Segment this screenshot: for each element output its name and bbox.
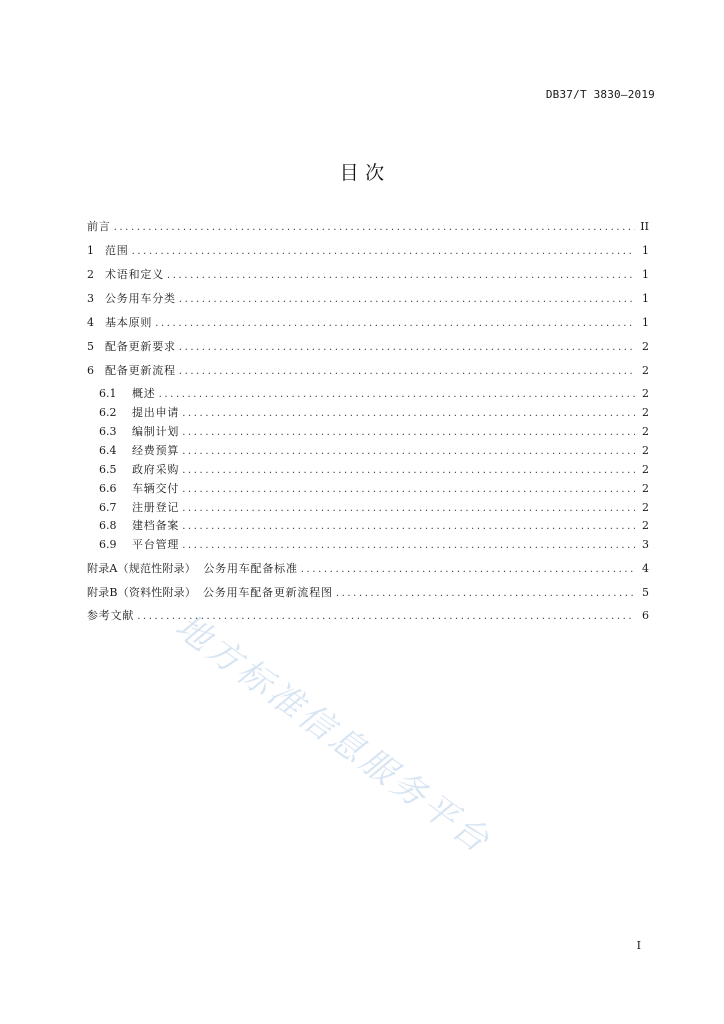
- toc-leader-dots: [155, 316, 635, 332]
- toc-entry-label: 公务用车配备更新流程图: [203, 586, 333, 599]
- footer-page-number: I: [636, 939, 641, 952]
- toc-page-number: 2: [642, 444, 649, 457]
- toc-leader-dots: [182, 519, 635, 535]
- toc-entry-number: 6: [87, 364, 94, 377]
- toc-appendix-designation: 附录A（规范性附录）: [87, 562, 196, 575]
- toc-page-number: 4: [642, 562, 649, 575]
- toc-page-number: 3: [642, 538, 649, 551]
- toc-entry-label: 经费预算: [132, 444, 180, 457]
- toc-entry-label: 平台管理: [132, 538, 180, 551]
- toc-entry-6[interactable]: [87, 363, 649, 379]
- toc-page-number: 2: [642, 519, 649, 532]
- toc-entry-label: 编制计划: [132, 425, 180, 438]
- toc-leader-dots: [132, 244, 635, 260]
- toc-entry-number: 6.1: [99, 387, 117, 400]
- toc-leader-dots: [179, 364, 635, 380]
- toc-leader-dots: [167, 268, 635, 284]
- toc-entry-label: 车辆交付: [132, 482, 180, 495]
- toc-page-number: 2: [642, 364, 649, 377]
- toc-entry-3[interactable]: [87, 291, 649, 307]
- toc-entry-6-1[interactable]: [99, 386, 649, 402]
- toc-entry-6-2[interactable]: [99, 405, 649, 421]
- toc-page-number: 2: [642, 406, 649, 419]
- toc-appendix-designation: 附录B（资料性附录）: [87, 586, 197, 599]
- toc-page-number: 1: [642, 244, 649, 257]
- toc-leader-dots: [182, 482, 635, 498]
- toc-entry-label: 前言: [87, 220, 111, 233]
- toc-entry-number: 6.5: [99, 463, 117, 476]
- toc-entry-number: 1: [87, 244, 94, 257]
- toc-leader-dots: [182, 463, 635, 479]
- toc-leader-dots: [159, 387, 635, 403]
- toc-leader-dots: [179, 340, 635, 356]
- toc-entry-label: 范围: [105, 244, 129, 257]
- toc-page-number: 2: [642, 501, 649, 514]
- toc-entry-label: 提出申请: [132, 406, 180, 419]
- toc-page-number: 2: [642, 482, 649, 495]
- table-of-contents: [87, 0, 649, 700]
- toc-page-number: 2: [642, 425, 649, 438]
- toc-page-number: 1: [642, 316, 649, 329]
- toc-entry-references[interactable]: [87, 608, 649, 624]
- toc-entry-label: 建档备案: [132, 519, 180, 532]
- toc-leader-dots: [182, 425, 635, 441]
- toc-entry-6-7[interactable]: [99, 500, 649, 516]
- toc-entry-appendix-b[interactable]: [87, 585, 649, 601]
- toc-entry-number: 2: [87, 268, 94, 281]
- toc-entry-number: 6.7: [99, 501, 117, 514]
- toc-leader-dots: [182, 406, 635, 422]
- toc-entry-number: 3: [87, 292, 94, 305]
- toc-leader-dots: [137, 609, 635, 625]
- toc-entry-label: 配备更新要求: [105, 340, 176, 353]
- toc-entry-number: 6.3: [99, 425, 117, 438]
- toc-entry-number: 6.9: [99, 538, 117, 551]
- toc-entry-label: 参考文献: [87, 609, 135, 622]
- toc-entry-5[interactable]: [87, 339, 649, 355]
- toc-entry-label: 基本原则: [105, 316, 153, 329]
- toc-leader-dots: [182, 444, 635, 460]
- toc-entry-6-9[interactable]: [99, 537, 649, 553]
- toc-entry-6-4[interactable]: [99, 443, 649, 459]
- toc-entry-6-8[interactable]: [99, 518, 649, 534]
- toc-page-number: 6: [642, 609, 649, 622]
- toc-entry-label: 公务用车分类: [105, 292, 176, 305]
- toc-leader-dots: [182, 501, 635, 517]
- toc-entry-number: 6.8: [99, 519, 117, 532]
- toc-entry-2[interactable]: [87, 267, 649, 283]
- toc-page-number: 2: [642, 387, 649, 400]
- toc-entry-label: 政府采购: [132, 463, 180, 476]
- toc-page-number: 1: [642, 268, 649, 281]
- toc-leader-dots: [182, 538, 635, 554]
- toc-entry-number: 6.2: [99, 406, 117, 419]
- toc-page-number: II: [640, 220, 649, 233]
- toc-entry-number: 6.4: [99, 444, 117, 457]
- toc-page-number: 2: [642, 340, 649, 353]
- toc-entry-foreword[interactable]: [87, 219, 649, 235]
- toc-entry-label: 术语和定义: [105, 268, 164, 281]
- toc-leader-dots: [114, 220, 635, 236]
- toc-entry-6-5[interactable]: [99, 462, 649, 478]
- toc-entry-1[interactable]: [87, 243, 649, 259]
- toc-entry-6-3[interactable]: [99, 424, 649, 440]
- toc-entry-6-6[interactable]: [99, 481, 649, 497]
- toc-entry-number: 4: [87, 316, 94, 329]
- toc-page-number: 2: [642, 463, 649, 476]
- toc-leader-dots: [179, 292, 635, 308]
- toc-page-number: 5: [642, 586, 649, 599]
- toc-entry-4[interactable]: [87, 315, 649, 331]
- toc-entry-label: 概述: [132, 387, 156, 400]
- page-title: 目 次: [339, 162, 385, 184]
- toc-leader-dots: [336, 586, 635, 602]
- toc-entry-label: 注册登记: [132, 501, 180, 514]
- toc-entry-number: 5: [87, 340, 94, 353]
- toc-leader-dots: [301, 562, 635, 578]
- toc-page-number: 1: [642, 292, 649, 305]
- toc-entry-label: 配备更新流程: [105, 364, 176, 377]
- toc-entry-number: 6.6: [99, 482, 117, 495]
- standard-code: DB37/T 3830—2019: [545, 88, 655, 101]
- toc-entry-appendix-a[interactable]: [87, 561, 649, 577]
- watermark-text: 地方标准信息服务平台: [167, 606, 499, 863]
- toc-entry-label: 公务用车配备标准: [203, 562, 298, 575]
